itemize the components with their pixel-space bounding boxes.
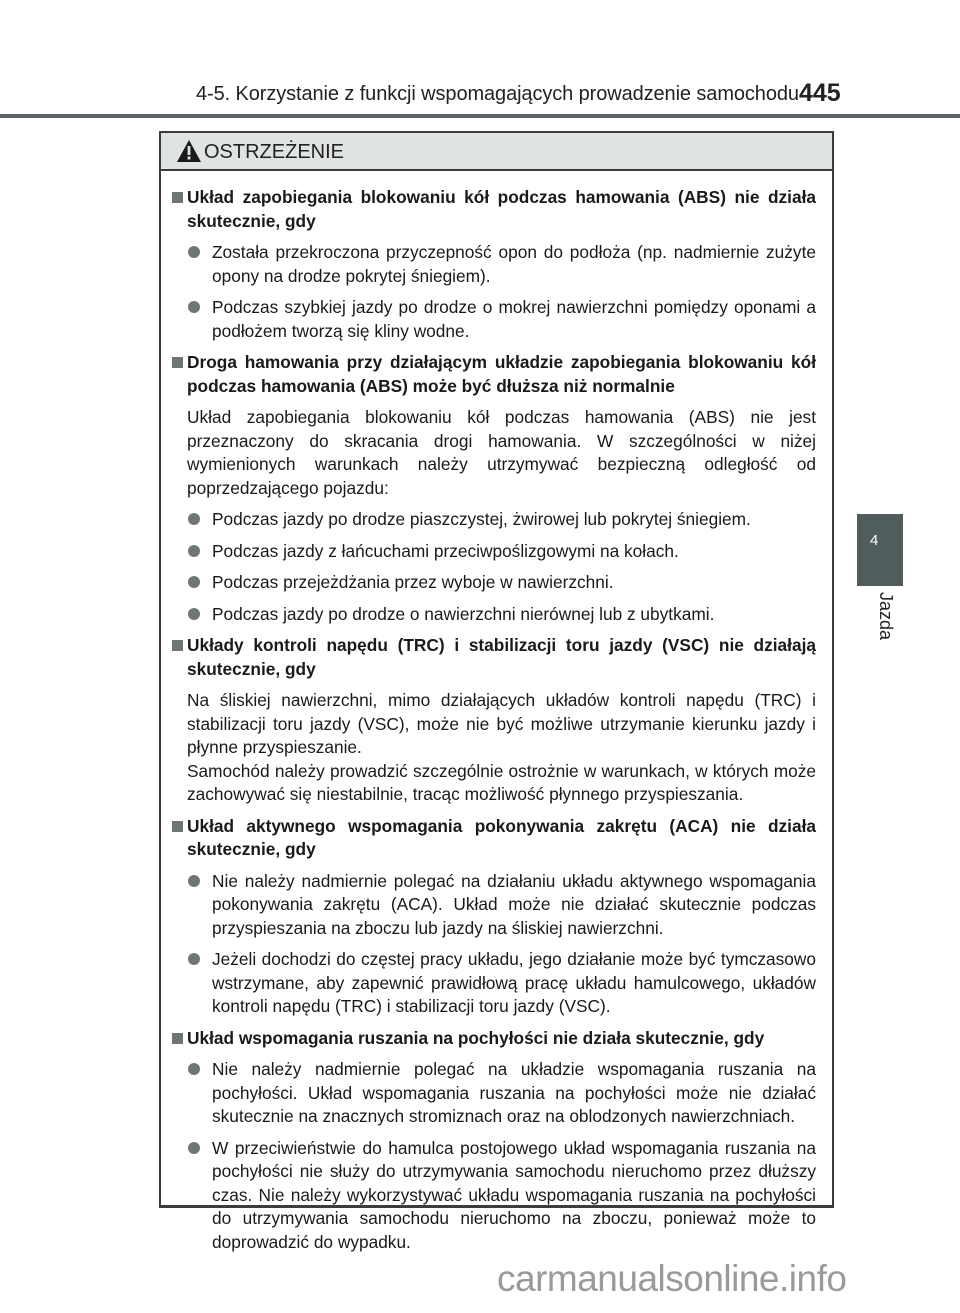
round-bullet-icon: [188, 301, 200, 313]
chapter-label-container: [860, 592, 900, 652]
square-bullet-icon: [172, 640, 183, 651]
list-item: Jeżeli dochodzi do częstej pracy układu, jego działanie może być tymczasowo wstrzymane, aby zapewnić prawidłową pracę układu hamulcowego, układów kontroli napędu (TRC) i stabilizacji toru jazdy (VSC).: [172, 948, 816, 1019]
chapter-label: Jazda: [876, 592, 896, 641]
section-heading: Układ zapobiegania blokowaniu kół podczas hamowania (ABS) nie działa skutecznie, gdy: [172, 186, 816, 233]
list-item: Podczas szybkiej jazdy po drodze o mokrej nawierzchni pomiędzy oponami a podłożem tworzą się kliny wodne.: [172, 296, 816, 343]
round-bullet-icon: [188, 545, 200, 557]
list-item: Podczas przejeżdżania przez wyboje w nawierzchni.: [172, 571, 816, 595]
paragraph: Na śliskiej nawierzchni, mimo działających układów kontroli napędu (TRC) i stabilizacji toru jazdy (VSC), może nie być możliwe utrzymanie kierunku jazdy i płynne przyspieszanie.: [187, 690, 816, 757]
round-bullet-icon: [188, 1142, 200, 1154]
list-item: Podczas jazdy po drodze o nawierzchni nierównej lub z ubytkami.: [172, 603, 816, 627]
list-item: Została przekroczona przyczepność opon do podłoża (np. nadmiernie zużyte opony na drodze pokrytej śniegiem).: [172, 241, 816, 288]
header-divider: [0, 114, 960, 118]
section-abs: [172, 186, 816, 343]
list-item: Podczas jazdy po drodze piaszczystej, żwirowej lub pokrytej śniegiem.: [172, 508, 816, 532]
warning-title: OSTRZEŻENIE: [204, 141, 345, 163]
round-bullet-icon: [188, 513, 200, 525]
chapter-tab: [857, 514, 903, 586]
warning-triangle-icon: [177, 140, 201, 162]
square-bullet-icon: [172, 821, 183, 832]
section-trc-vsc: [172, 634, 816, 807]
warning-box: [159, 131, 834, 1252]
square-bullet-icon: [172, 1033, 183, 1044]
section-braking-distance: [172, 351, 816, 626]
list-item: Nie należy nadmiernie polegać na układzie wspomagania ruszania na pochyłości. Układ wspomagania ruszania na pochyłości może nie działać skutecznie na znacznych stromiznach oraz na oblodzonych nawierzchniach.: [172, 1058, 816, 1129]
section-hill-start: [172, 1027, 816, 1255]
watermark: carmanualsonline.info: [497, 1258, 847, 1299]
round-bullet-icon: [188, 875, 200, 887]
warning-content: [161, 171, 832, 1254]
section-heading: Układ wspomagania ruszania na pochyłości nie działa skutecznie, gdy: [172, 1027, 816, 1051]
page-number: 445: [799, 79, 841, 107]
list-item: Podczas jazdy z łańcuchami przeciwpoślizgowymi na kołach.: [172, 540, 816, 564]
square-bullet-icon: [172, 192, 183, 203]
section-heading: Układy kontroli napędu (TRC) i stabilizacji toru jazdy (VSC) nie działają skutecznie, gdy: [172, 634, 816, 681]
chapter-number: 4: [870, 532, 879, 549]
round-bullet-icon: [188, 953, 200, 965]
section-heading: Droga hamowania przy działającym układzie zapobiegania blokowaniu kół podczas hamowania (ABS) może być dłuższa niż normalnie: [172, 351, 816, 398]
square-bullet-icon: [172, 357, 183, 368]
list-item: Nie należy nadmiernie polegać na działaniu układu aktywnego wspomagania pokonywania zakrętu (ACA). Układ może nie działać skutecznie podczas przyspieszania na zboczu lub jazdy na śliskiej nawierzchni.: [172, 870, 816, 941]
section-heading: Układ aktywnego wspomagania pokonywania zakrętu (ACA) nie działa skutecznie, gdy: [172, 815, 816, 862]
round-bullet-icon: [188, 576, 200, 588]
round-bullet-icon: [188, 246, 200, 258]
section-title: 4-5. Korzystanie z funkcji wspomagających prowadzenie samochodu: [196, 83, 799, 105]
list-item: W przeciwieństwie do hamulca postojowego układ wspomagania ruszania na pochyłości nie służy do utrzymywania samochodu nieruchomo przez dłuższy czas. Nie należy wykorzystywać układu wspomagania ruszania na pochyłości do utrzymywania samochodu nieruchomo na zboczu, ponieważ może to doprowadzić do wypadku.: [172, 1137, 816, 1255]
paragraph: Samochód należy prowadzić szczególnie ostrożnie w warunkach, w których może zachowywać się niestabilnie, tracąc możliwość płynnego przyspieszania.: [187, 760, 816, 804]
warning-header: [161, 133, 832, 171]
round-bullet-icon: [188, 1063, 200, 1075]
round-bullet-icon: [188, 608, 200, 620]
section-aca: [172, 815, 816, 1019]
page-header: [0, 0, 960, 120]
paragraph: Układ zapobiegania blokowaniu kół podczas hamowania (ABS) nie jest przeznaczony do skracania drogi hamowania. W szczególności w niżej wymienionych warunkach należy utrzymywać bezpieczną odległość od poprzedzającego pojazdu:: [187, 407, 816, 498]
